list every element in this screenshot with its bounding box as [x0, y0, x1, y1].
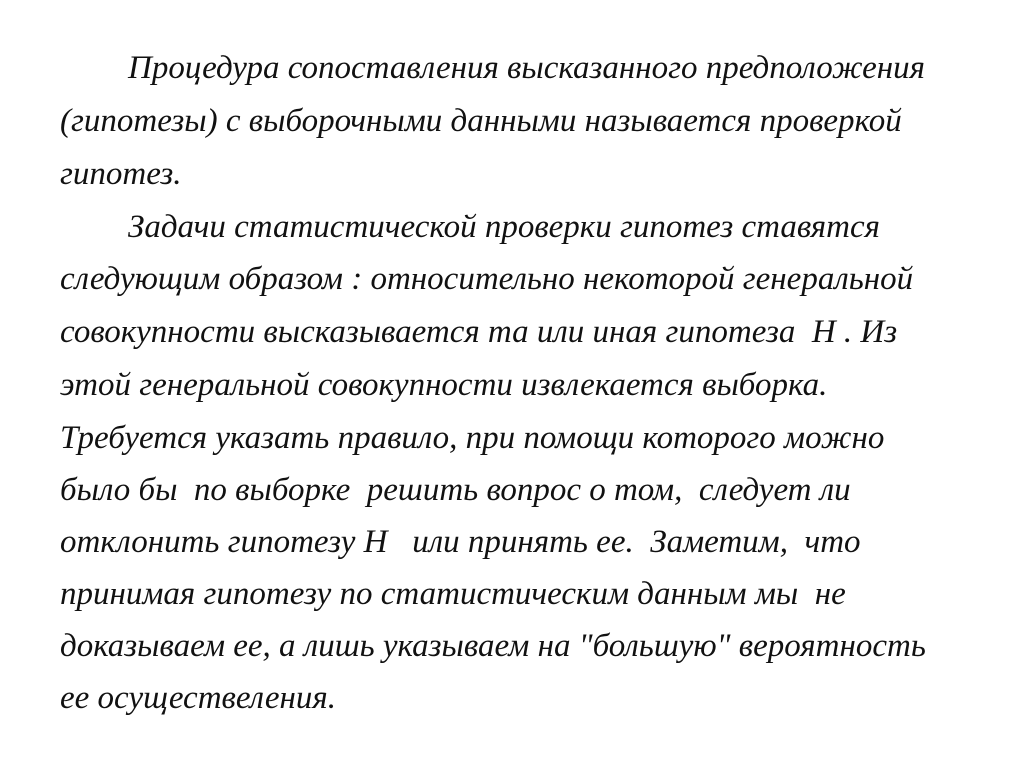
paragraph-2-line-7: отклонить гипотезу Н или принять ее. Заметим, что	[60, 524, 861, 560]
paragraph-1-line-2: (гипотезы) с выборочными данными называется проверкой	[60, 103, 902, 139]
paragraph-2-line-9: доказываем ее, а лишь указываем на "большую" вероятность	[60, 628, 926, 664]
paragraph-2-line-1: Задачи статистической проверки гипотез ставятся	[128, 209, 880, 245]
paragraph-2-line-3: совокупности высказывается та или иная гипотеза Н . Из	[60, 314, 898, 350]
paragraph-2-line-2: следующим образом : относительно некоторой генеральной	[60, 261, 914, 297]
paragraph-1-line-1: Процедура сопоставления высказанного предположения	[128, 50, 926, 86]
paragraph-2-line-8: принимая гипотезу по статистическим данным мы не	[60, 576, 846, 612]
paragraph-1-line-3: гипотез.	[60, 156, 182, 192]
paragraph-2-line-10: ее осуществеления.	[60, 680, 337, 716]
paragraph-2-line-6: было бы по выборке решить вопрос о том, следует ли	[60, 472, 851, 508]
paragraph-2-line-5: Требуется указать правило, при помощи которого можно	[60, 420, 885, 456]
paragraph-2-line-4: этой генеральной совокупности извлекается выборка.	[60, 367, 828, 403]
